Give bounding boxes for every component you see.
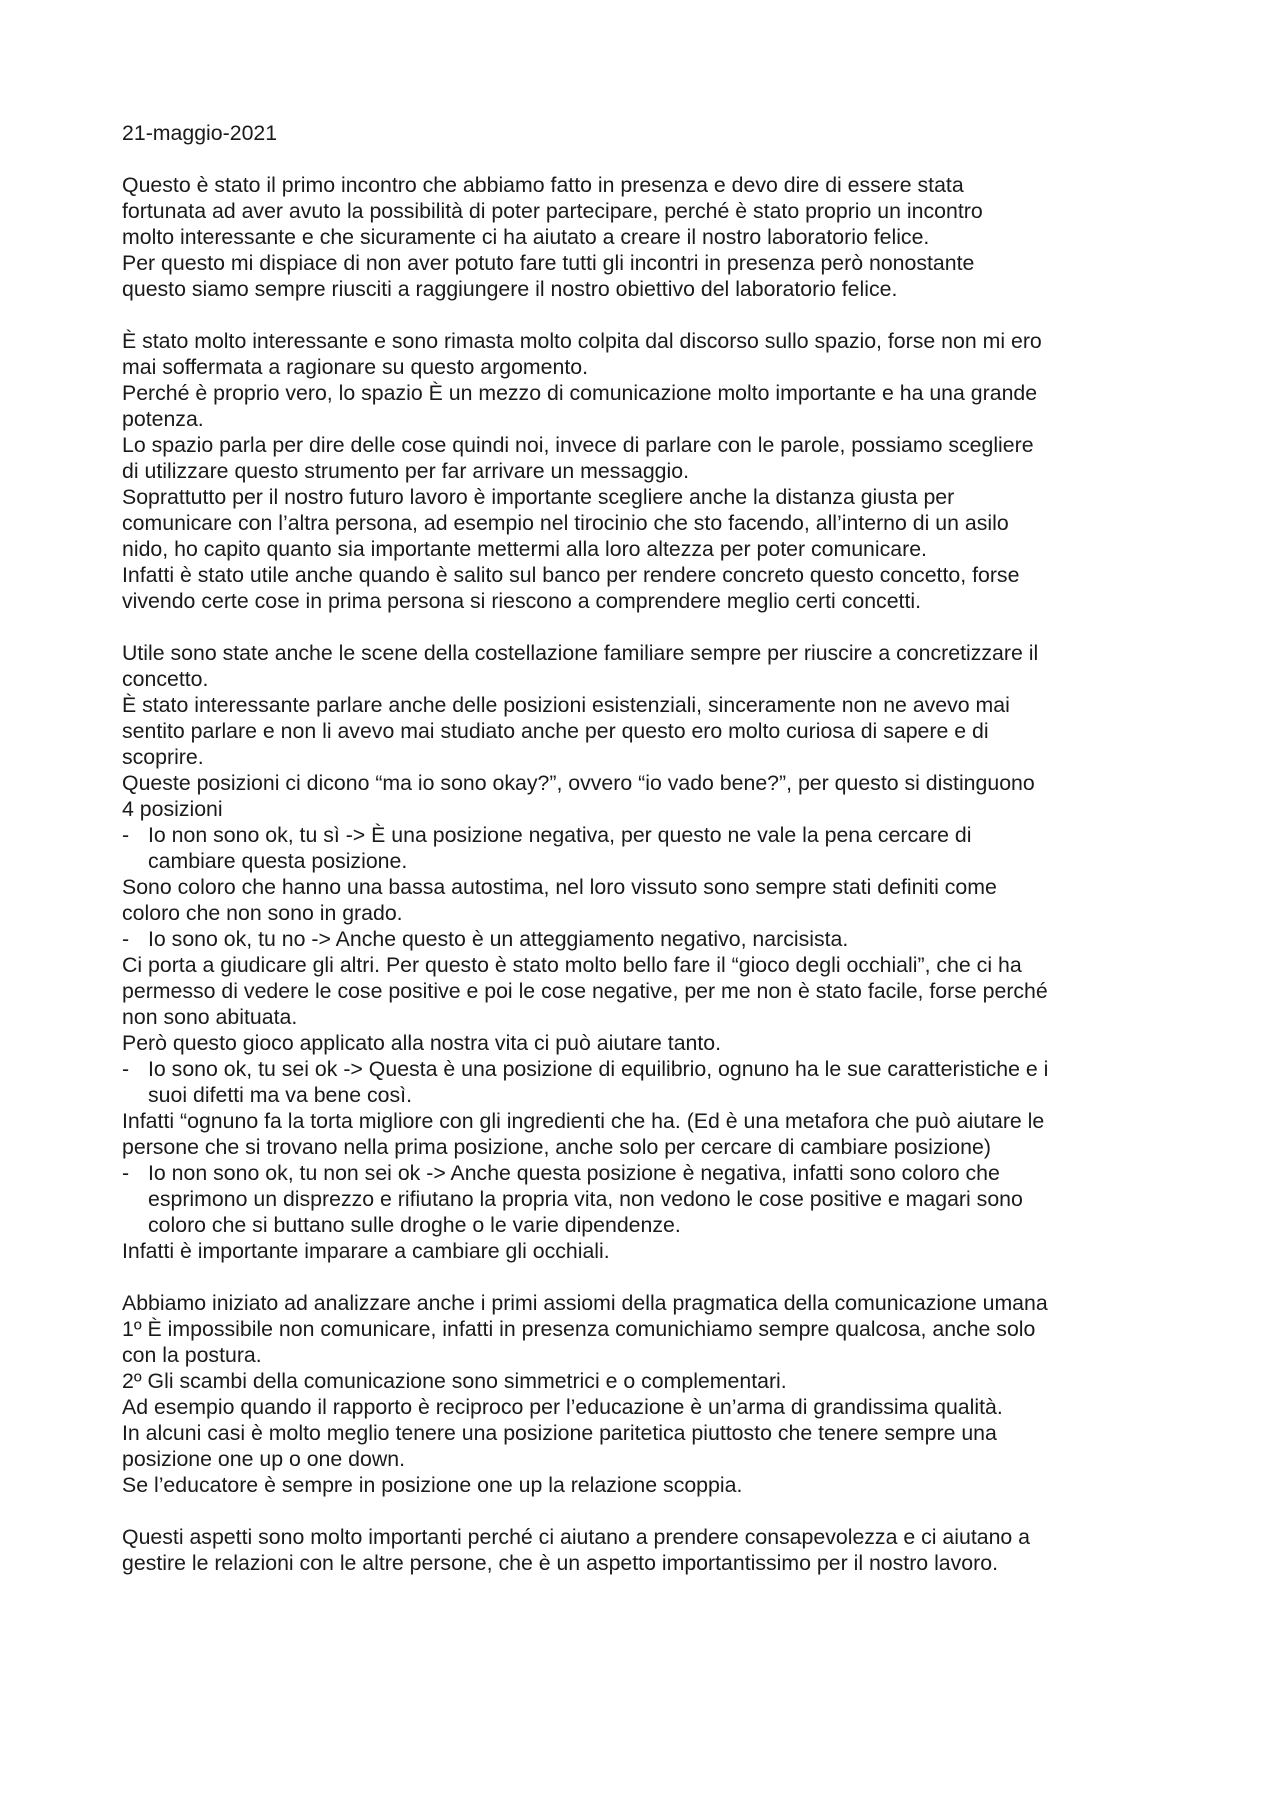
text-line: fortunata ad aver avuto la possibilità di poter partecipare, perché è stato proprio un incontro: [122, 199, 983, 223]
text-line: Per questo mi dispiace di non aver potuto fare tutti gli incontri in presenza però nonostante: [122, 251, 975, 275]
text-line: sentito parlare e non li avevo mai studiato anche per questo ero molto curiosa di sapere e di: [122, 719, 989, 743]
text-line: È stato interessante parlare anche delle posizioni esistenziali, sinceramente non ne avevo mai: [122, 693, 1010, 717]
paragraph-gap: [122, 1264, 1182, 1290]
text-line: Questi aspetti sono molto importanti perché ci aiutano a prendere consapevolezza e ci aiutano a: [122, 1525, 1031, 1549]
text-line: Queste posizioni ci dicono “ma io sono okay?”, ovvero “io vado bene?”, per questo si distinguono: [122, 771, 1035, 795]
bullet-dash: -: [122, 927, 130, 951]
text-line: Io non sono ok, tu sì -> È una posizione negativa, per questo ne vale la pena cercare di: [148, 823, 972, 847]
text-line: Infatti è importante imparare a cambiare gli occhiali.: [122, 1239, 610, 1263]
text-line: permesso di vedere le cose positive e poi le cose negative, per me non è stato facile, forse perché: [122, 979, 1048, 1003]
text-line: con la postura.: [122, 1343, 262, 1367]
text-line: mai soffermata a ragionare su questo argomento.: [122, 355, 589, 379]
text-line: coloro che non sono in grado.: [122, 901, 403, 925]
bullet-dash: -: [122, 1057, 130, 1081]
paragraph-conclusion: [122, 1524, 1182, 1576]
text-line: esprimono un disprezzo e rifiutano la propria vita, non vedono le cose positive e magari sono: [148, 1187, 1023, 1211]
text-line: potenza.: [122, 407, 204, 431]
list-item: [122, 1160, 1182, 1238]
text-line: Io non sono ok, tu non sei ok -> Anche questa posizione è negativa, infatti sono coloro che: [148, 1161, 1000, 1185]
list-item: [122, 1056, 1182, 1108]
bullet-dash: -: [122, 1161, 130, 1185]
text-line: Lo spazio parla per dire delle cose quindi noi, invece di parlare con le parole, possiamo scegliere: [122, 433, 1034, 457]
text-line: Abbiamo iniziato ad analizzare anche i primi assiomi della pragmatica della comunicazione umana: [122, 1291, 1048, 1315]
text-line: molto interessante e che sicuramente ci ha aiutato a creare il nostro laboratorio felice.: [122, 225, 930, 249]
document-page: [122, 120, 1182, 1576]
paragraph-gap: [122, 614, 1182, 640]
text-line: 4 posizioni: [122, 797, 223, 821]
paragraph-space: [122, 328, 1182, 614]
text-line: Ad esempio quando il rapporto è reciproco per l’educazione è un’arma di grandissima qualità.: [122, 1395, 1003, 1419]
text-line: comunicare con l’altra persona, ad esempio nel tirocinio che sto facendo, all’interno di un asilo: [122, 511, 1009, 535]
text-line: cambiare questa posizione.: [148, 849, 408, 873]
text-line: È stato molto interessante e sono rimasta molto colpita dal discorso sullo spazio, forse non mi ero: [122, 329, 1042, 353]
text-line: Se l’educatore è sempre in posizione one up la relazione scoppia.: [122, 1473, 743, 1497]
bullet-dash: -: [122, 823, 130, 847]
paragraph-gap: [122, 1498, 1182, 1524]
list-item: [122, 822, 1182, 874]
paragraph-axioms: [122, 1290, 1182, 1498]
paragraph-intro: [122, 172, 1182, 302]
text-line: Perché è proprio vero, lo spazio È un mezzo di comunicazione molto importante e ha una grande: [122, 381, 1038, 405]
text-line: Infatti “ognuno fa la torta migliore con gli ingredienti che ha. (Ed è una metafora che può aiutare le: [122, 1109, 1045, 1133]
text-line: posizione one up o one down.: [122, 1447, 405, 1471]
text-line: nido, ho capito quanto sia importante mettermi alla loro altezza per poter comunicare.: [122, 537, 927, 561]
text-line: 1º È impossibile non comunicare, infatti in presenza comunichiamo sempre qualcosa, anche solo: [122, 1317, 1036, 1341]
text-line: concetto.: [122, 667, 209, 691]
text-line: Soprattutto per il nostro futuro lavoro è importante scegliere anche la distanza giusta per: [122, 485, 955, 509]
text-line: persone che si trovano nella prima posizione, anche solo per cercare di cambiare posizione): [122, 1135, 991, 1159]
text-line: di utilizzare questo strumento per far arrivare un messaggio.: [122, 459, 689, 483]
text-line: Io sono ok, tu no -> Anche questo è un atteggiamento negativo, narcisista.: [148, 927, 849, 951]
text-line: suoi difetti ma va bene così.: [148, 1083, 412, 1107]
text-line: Questo è stato il primo incontro che abbiamo fatto in presenza e devo dire di essere stata: [122, 173, 964, 197]
text-line: Sono coloro che hanno una bassa autostima, nel loro vissuto sono sempre stati definiti come: [122, 875, 997, 899]
paragraph-positions: [122, 640, 1182, 1264]
text-line: 2º Gli scambi della comunicazione sono simmetrici e o complementari.: [122, 1369, 787, 1393]
text-line: Però questo gioco applicato alla nostra vita ci può aiutare tanto.: [122, 1031, 722, 1055]
text-line: Infatti è stato utile anche quando è salito sul banco per rendere concreto questo concetto, forse: [122, 563, 1020, 587]
text-line: Io sono ok, tu sei ok -> Questa è una posizione di equilibrio, ognuno ha le sue caratteristiche e i: [148, 1057, 1049, 1081]
paragraph-gap: [122, 302, 1182, 328]
document-date: 21-maggio-2021: [122, 121, 278, 145]
text-line: scoprire.: [122, 745, 204, 769]
text-line: coloro che si buttano sulle droghe o le varie dipendenze.: [148, 1213, 681, 1237]
text-line: gestire le relazioni con le altre persone, che è un aspetto importantissimo per il nostro lavoro.: [122, 1551, 998, 1575]
text-line: vivendo certe cose in prima persona si riescono a comprendere meglio certi concetti.: [122, 589, 922, 613]
text-line: non sono abituata.: [122, 1005, 298, 1029]
text-line: questo siamo sempre riusciti a raggiungere il nostro obiettivo del laboratorio felice.: [122, 277, 898, 301]
list-item: [122, 926, 1182, 952]
text-line: In alcuni casi è molto meglio tenere una posizione paritetica piuttosto che tenere sempre una: [122, 1421, 997, 1445]
text-line: Ci porta a giudicare gli altri. Per questo è stato molto bello fare il “gioco degli occhiali”, che ci ha: [122, 953, 1022, 977]
text-line: Utile sono state anche le scene della costellazione familiare sempre per riuscire a concretizzare il: [122, 641, 1039, 665]
